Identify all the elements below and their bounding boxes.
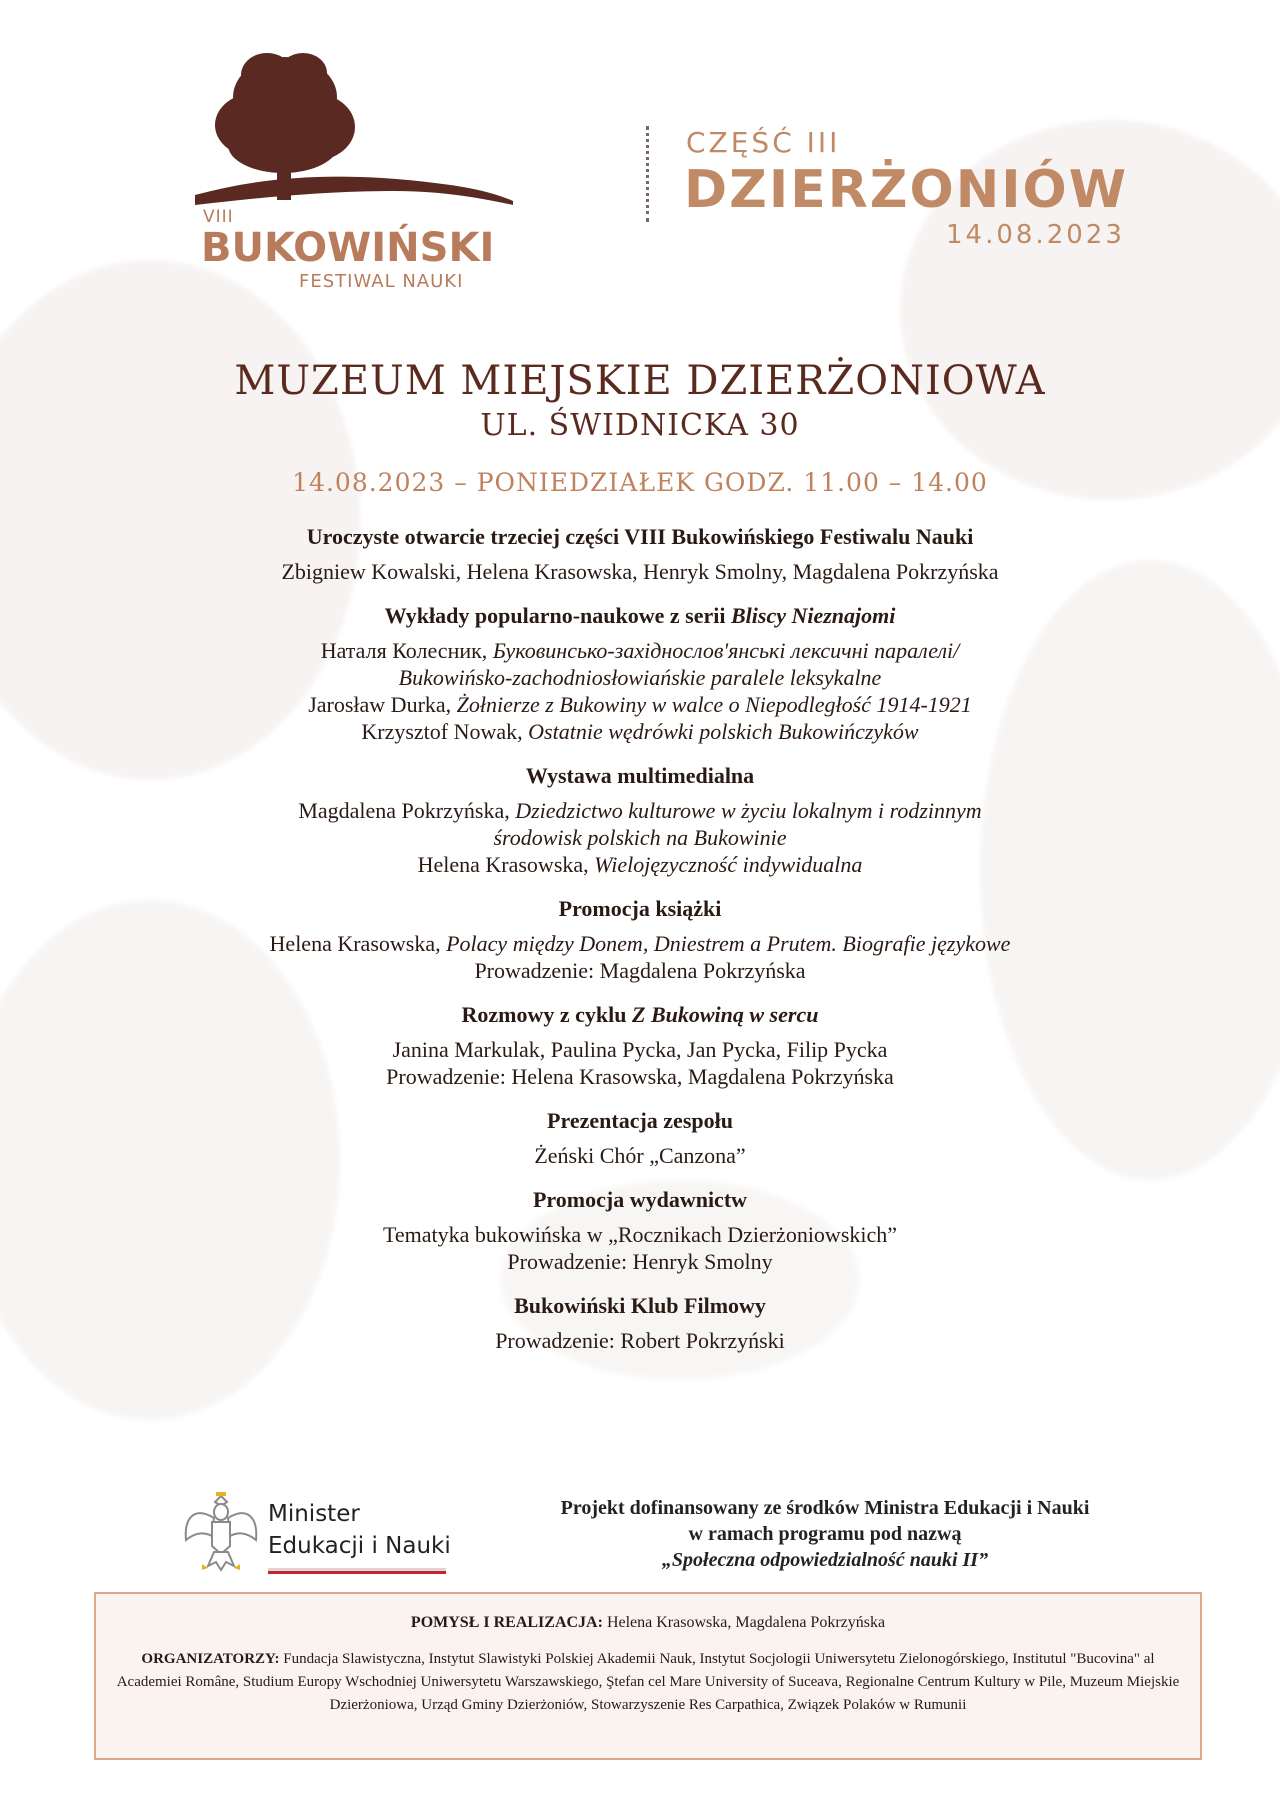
program-line: Tematyka bukowińska w „Rocznikach Dzierżoniowskich” — [382, 1222, 898, 1247]
program-section — [180, 1001, 1100, 1090]
program-line — [180, 691, 1100, 718]
organizers-label: ORGANIZATORZY: — [141, 1651, 280, 1667]
exhibition-author: Helena Krasowska, — [417, 852, 595, 877]
section-title — [180, 1001, 1100, 1029]
city-title: DZIERŻONIÓW — [684, 160, 1129, 220]
funding-note — [480, 1495, 1170, 1573]
program-section — [180, 895, 1100, 984]
venue-title: MUZEUM MIEJSKIE DZIERŻONIOWA — [234, 358, 1046, 404]
eagle-emblem-icon — [180, 1488, 262, 1574]
program-line — [180, 851, 1100, 878]
idea-value: Helena Krasowska, Magdalena Pokrzyńska — [602, 1614, 886, 1631]
section-title: Prezentacja zespołu — [547, 1108, 733, 1133]
part-label: CZĘŚĆ III — [686, 126, 841, 159]
program-line: Żeński Chór „Canzona” — [534, 1143, 746, 1168]
funding-program: „Społeczna odpowiedzialność nauki II” — [661, 1549, 989, 1571]
program-section — [180, 602, 1100, 745]
section-title: Wystawa multimedialna — [525, 763, 755, 788]
program-line — [180, 824, 1100, 851]
book-title: Polacy między Donem, Dniestrem a Prutem. Biografie językowe — [446, 931, 1011, 956]
program-line — [180, 930, 1100, 957]
book-author: Helena Krasowska, — [269, 931, 447, 956]
section-title-series: Z Bukowiną w sercu — [632, 1002, 819, 1027]
program-section — [180, 1186, 1100, 1275]
section-title-text: Wykłady popularno-naukowe z serii — [384, 603, 731, 628]
lecture-title: Żołnierze z Bukowiny w walce o Niepodległość 1914-1921 — [456, 692, 972, 717]
event-time: 14.08.2023 – PONIEDZIAŁEK GODZ. 11.00 – 14.00 — [292, 468, 988, 497]
venue-street: UL. ŚWIDNICKA 30 — [480, 408, 800, 443]
program-section — [180, 1292, 1100, 1354]
minister-logo — [180, 1488, 460, 1578]
program-section — [180, 762, 1100, 878]
program-line: Prowadzenie: Robert Pokrzyński — [495, 1328, 785, 1353]
lecture-title: Bukowińsko-zachodniosłowiańskie paralele leksykalne — [398, 665, 882, 690]
organizers-box — [94, 1592, 1202, 1760]
section-title: Bukowiński Klub Filmowy — [514, 1293, 766, 1318]
program-line: Prowadzenie: Henryk Smolny — [507, 1249, 773, 1274]
festival-logo — [195, 45, 525, 295]
lecture-author: Jarosław Durka, — [308, 692, 457, 717]
exhibition-title: środowisk polskich na Bukowinie — [493, 825, 787, 850]
lecture-title: Ostatnie wędrówki polskich Bukowińczyków — [528, 719, 919, 744]
section-title-text: Rozmowy z cyklu — [461, 1002, 633, 1027]
organizers-list — [116, 1648, 1180, 1717]
funding-line: Projekt dofinansowany ze środków Ministra Edukacji i Nauki — [560, 1497, 1090, 1519]
section-title-series: Bliscy Nieznajomi — [730, 603, 896, 628]
section-title — [180, 602, 1100, 630]
program-line — [180, 664, 1100, 691]
program-section — [180, 523, 1100, 585]
program-line — [180, 797, 1100, 824]
program-line: Prowadzenie: Helena Krasowska, Magdalena Pokrzyńska — [386, 1064, 894, 1089]
logo-title: BUKOWIŃSKI — [201, 225, 495, 271]
flag-bar — [268, 1568, 446, 1574]
logo-edition: VIII — [203, 207, 234, 227]
logo-subtitle: FESTIWAL NAUKI — [299, 271, 464, 292]
idea-credit — [96, 1614, 1200, 1632]
minister-line: Edukacji i Nauki — [268, 1533, 451, 1559]
header-divider — [646, 126, 653, 222]
lecture-author: Наталя Колесник, — [320, 638, 493, 663]
minister-text — [268, 1498, 451, 1562]
program — [180, 523, 1100, 1371]
program-line — [180, 637, 1100, 664]
section-title: Uroczyste otwarcie trzeciej części VIII Bukowińskiego Festiwalu Nauki — [306, 524, 974, 549]
program-section — [180, 1107, 1100, 1169]
minister-line: Minister — [268, 1501, 360, 1527]
program-line: Prowadzenie: Magdalena Pokrzyńska — [474, 958, 806, 983]
tree-icon — [195, 45, 525, 215]
header-date: 14.08.2023 — [946, 220, 1125, 250]
program-line: Janina Markulak, Paulina Pycka, Jan Pycka, Filip Pycka — [392, 1037, 888, 1062]
idea-label: POMYSŁ I REALIZACJA: — [410, 1614, 603, 1631]
program-line — [180, 718, 1100, 745]
lecture-title: Буковинсько-західнослов'янські лексичні паралелі/ — [492, 638, 960, 663]
funding-line: w ramach programu pod nazwą — [688, 1523, 962, 1545]
exhibition-title: Dziedzictwo kulturowe w życiu lokalnym i rodzinnym — [515, 798, 982, 823]
exhibition-author: Magdalena Pokrzyńska, — [298, 798, 516, 823]
program-line: Zbigniew Kowalski, Helena Krasowska, Henryk Smolny, Magdalena Pokrzyńska — [281, 559, 999, 584]
section-title: Promocja wydawnictw — [532, 1187, 748, 1212]
lecture-author: Krzysztof Nowak, — [361, 719, 529, 744]
exhibition-title: Wielojęzyczność indywidualna — [594, 852, 863, 877]
section-title: Promocja książki — [558, 896, 722, 921]
organizers-value: Fundacja Slawistyczna, Instytut Slawistyki Polskiej Akademii Nauk, Instytut Socjologii Uniwersytetu Zielonogórskiego, Institutul "Bucovina" al Academiei Române, Studium Europy Wschodniej Uniwersytetu Warszawskiego, Ştefan cel Mare University of Suceava, Regionalne Centrum Kultury w Pile, Muzeum Miejskie Dzierżoniowa, Urząd Gminy Dzierżoniów, Stowarzyszenie Res Carpathica, Związek Polaków w Rumunii — [116, 1651, 1180, 1713]
